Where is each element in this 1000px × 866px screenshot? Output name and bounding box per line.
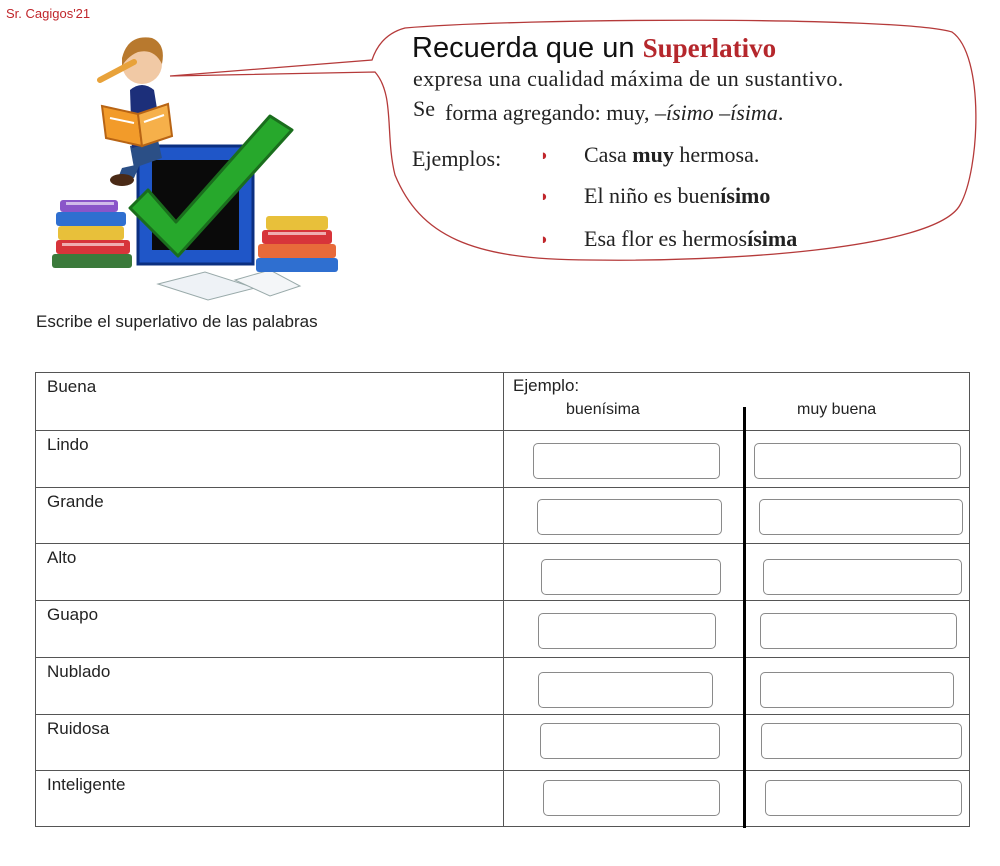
example-item: ◗ Casa muy hermosa. (540, 142, 760, 167)
example-item: ◗ Esa flor es hermosísima (540, 226, 798, 251)
bullet-icon: ◗ (540, 232, 550, 248)
superlative-table (35, 372, 970, 827)
word-label: Guapo (47, 605, 99, 624)
word-label: Alto (47, 548, 77, 567)
answer-isimo-input[interactable] (541, 559, 721, 595)
column-divider (503, 373, 504, 826)
word-label: Grande (47, 492, 104, 511)
example-isima: buenísima (566, 401, 640, 418)
answer-isimo-input[interactable] (538, 613, 716, 649)
reminder-title: Recuerda que un Superlativo (412, 32, 777, 64)
answer-separator-line (743, 407, 746, 828)
formation-rule: Se forma agregando: muy, –ísimo –ísima. (413, 96, 784, 125)
word-label: Nublado (47, 662, 111, 681)
superlativo-term: Superlativo (642, 33, 777, 63)
examples-label: Ejemplos: (412, 146, 502, 171)
answer-muy-input[interactable] (760, 672, 954, 708)
answer-isimo-input[interactable] (543, 780, 720, 816)
bullet-icon: ◗ (540, 148, 550, 164)
answer-isimo-input[interactable] (537, 499, 722, 535)
example-muy: muy buena (797, 401, 877, 418)
answer-isimo-input[interactable] (538, 672, 713, 708)
answer-muy-input[interactable] (765, 780, 962, 816)
teacher-illustration (30, 18, 360, 308)
bullet-icon: ◗ (540, 189, 550, 205)
answer-isimo-input[interactable] (533, 443, 720, 479)
answer-muy-input[interactable] (759, 499, 963, 535)
header-word: Buena (47, 377, 97, 396)
book-stack-right-icon (256, 216, 338, 272)
example-label: Ejemplo: (513, 376, 580, 395)
author-credit: Sr. Cagigos'21 (6, 6, 91, 21)
answer-muy-input[interactable] (760, 613, 957, 649)
example-item: ◗ El niño es buenísimo (540, 183, 771, 208)
reminder-definition: expresa una cualidad máxima de un sustantivo. (413, 66, 844, 91)
answer-muy-input[interactable] (754, 443, 961, 479)
word-label: Inteligente (47, 775, 126, 794)
answer-muy-input[interactable] (763, 559, 962, 595)
book-stack-left-icon (52, 200, 132, 268)
answer-muy-input[interactable] (761, 723, 962, 759)
word-label: Lindo (47, 435, 89, 454)
answer-isimo-input[interactable] (540, 723, 720, 759)
word-label: Ruidosa (47, 719, 110, 738)
instruction-text: Escribe el superlativo de las palabras (36, 312, 318, 331)
